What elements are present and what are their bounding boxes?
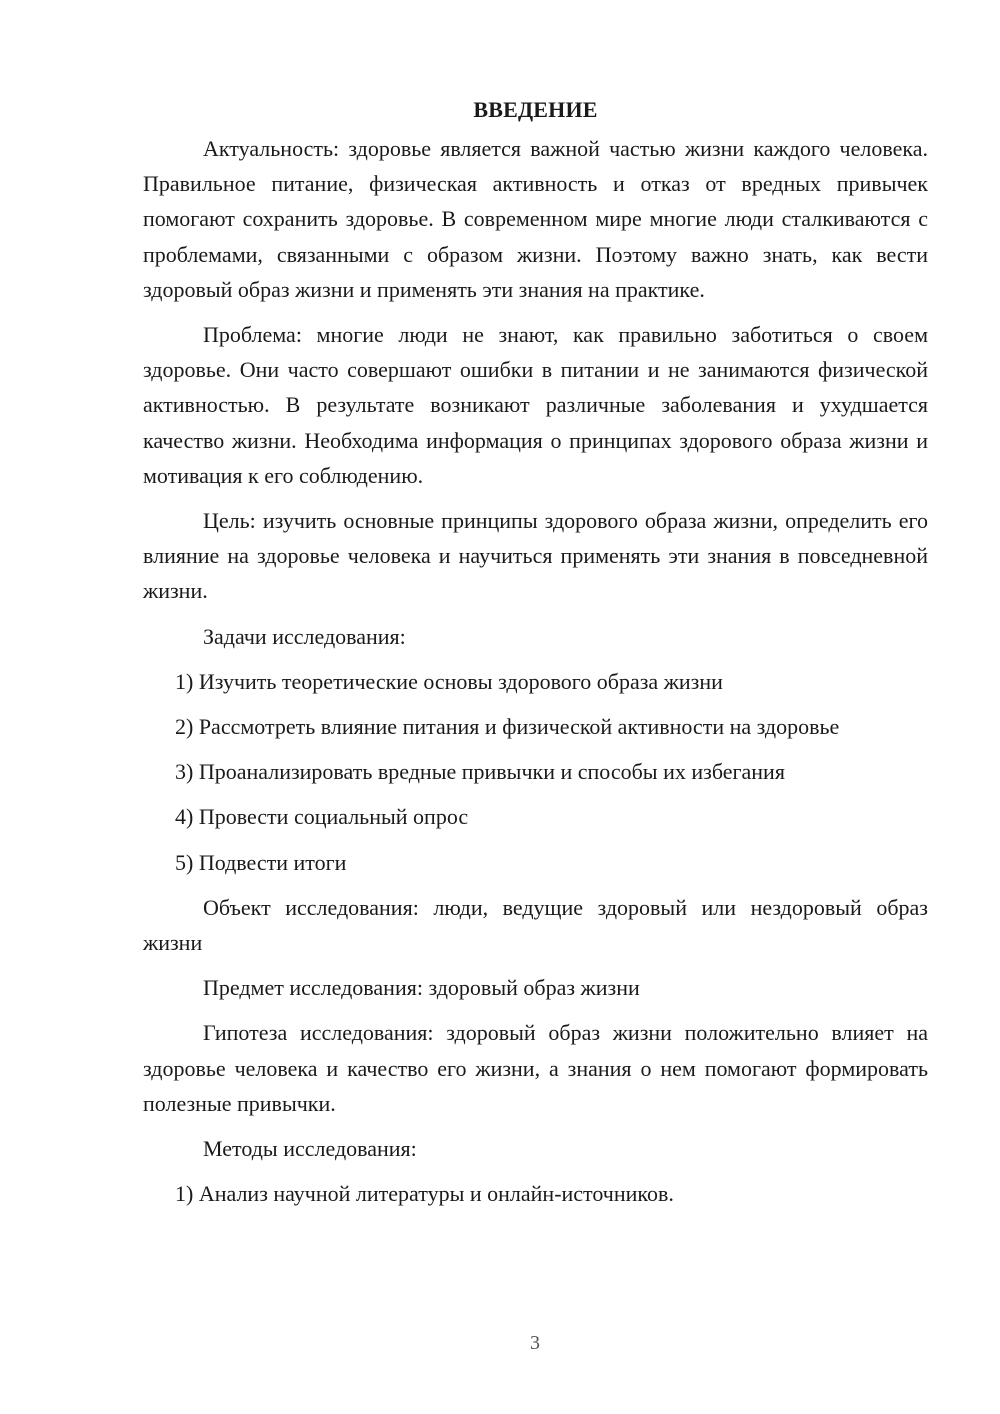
method-item-1: 1) Анализ научной литературы и онлайн-источников. [175,1181,674,1207]
problem-paragraph: Проблема: многие люди не знают, как правильно заботиться о своем здоровье. Они часто совершают ошибки в питании и не занимаются физической активностью. В результате возникают различные заболевания и ухудшается качество жизни. Необходима информация о принципах здорового образа жизни и мотивация к его соблюдению. [143,322,928,488]
goal-paragraph: Цель: изучить основные принципы здорового образа жизни, определить его влияние на здоровье человека и научиться применять эти знания в повседневной жизни. [143,508,928,604]
subject-line: Предмет исследования: здоровый образ жизни [203,975,640,1001]
relevance-paragraph: Актуальность: здоровье является важной частью жизни каждого человека. Правильное питание, физическая активность и отказ от вредных привычек помогают сохранить здоровье. В современном мире многие люди сталкиваются с проблемами, связанными с образом жизни. Поэтому важно знать, как вести здоровый образ жизни и применять эти знания на практике. [143,136,928,302]
task-item-4: 4) Провести социальный опрос [175,804,469,830]
task-item-5: 5) Подвести итоги [175,849,347,875]
task-item-2: 2) Рассмотреть влияние питания и физической активности на здоровье [175,714,840,740]
task-item-3: 3) Проанализировать вредные привычки и способы их избегания [175,759,785,785]
hypothesis-paragraph: Гипотеза исследования: здоровый образ жизни положительно влияет на здоровье человека и качество его жизни, а знания о нем помогают формировать полезные привычки. [143,1020,928,1116]
page-number: 3 [530,1332,540,1354]
methods-heading: Методы исследования: [203,1136,417,1162]
task-item-1: 1) Изучить теоретические основы здорового образа жизни [175,668,723,694]
section-title: ВВЕДЕНИЕ [473,97,598,122]
tasks-heading: Задачи исследования: [203,623,406,649]
document-page [143,92,928,1221]
object-paragraph: Объект исследования: люди, ведущие здоровый или нездоровый образ жизни [143,894,928,956]
